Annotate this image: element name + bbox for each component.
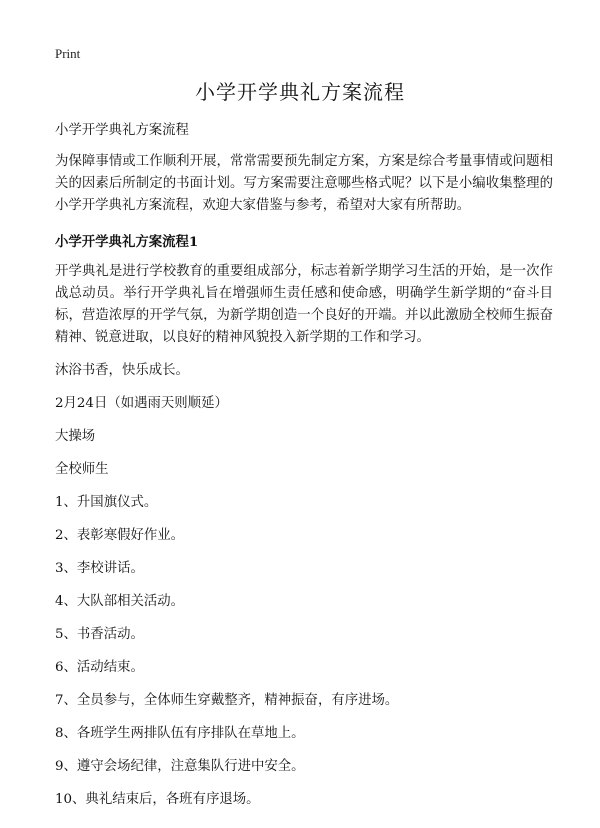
intro-paragraph: 为保障事情或工作顺利开展，常常需要预先制定方案，方案是综合考量事情或问题相关的因素后所制定的书面计划。写方案需要注意哪些格式呢？以下是小编收集整理的小学开学典礼方案流程，欢迎大家借鉴与参考，希望对大家有所帮助。 — [55, 154, 553, 213]
document-subtitle: 小学开学典礼方案流程 — [55, 123, 189, 138]
step-item: 7、全员参与，全体师生穿戴整齐，精神振奋，有序进场。 — [55, 693, 399, 708]
step-item: 9、遵守会场纪律，注意集队行进中安全。 — [55, 759, 305, 774]
section-heading: 小学开学典礼方案流程1 — [55, 234, 199, 250]
step-item: 2、表彰寒假好作业。 — [55, 528, 185, 543]
document-body — [55, 120, 553, 822]
step-item: 3、李校讲话。 — [55, 561, 144, 576]
date-line: 2月24日（如遇雨天则顺延） — [55, 396, 228, 411]
step-item: 8、各班学生两排队伍有序排队在草地上。 — [55, 726, 305, 741]
step-item: 10、典礼结束后，各班有序退场。 — [55, 792, 260, 807]
step-item: 5、书香活动。 — [55, 627, 144, 642]
section-paragraph: 开学典礼是进行学校教育的重要组成部分，标志着新学期学习生活的开始，是一次作战总动员。举行开学典礼旨在增强师生责任感和使命感，明确学生新学期的“奋斗目标，营造浓厚的开学气氛，为新学期创造一个良好的开端。并以此激励全校师生振奋精神、锐意进取，以良好的精神风貌投入新学期的工作和学习。 — [55, 264, 553, 345]
page-title: 小学开学典礼方案流程 — [195, 80, 405, 104]
step-item: 6、活动结束。 — [55, 660, 144, 675]
venue-line: 大操场 — [55, 429, 96, 444]
participants-line: 全校师生 — [55, 462, 109, 477]
print-link[interactable]: Print — [55, 46, 81, 61]
step-item: 1、升国旗仪式。 — [55, 495, 158, 510]
theme-line: 沐浴书香，快乐成长。 — [55, 363, 189, 378]
step-item: 4、大队部相关活动。 — [55, 594, 185, 609]
